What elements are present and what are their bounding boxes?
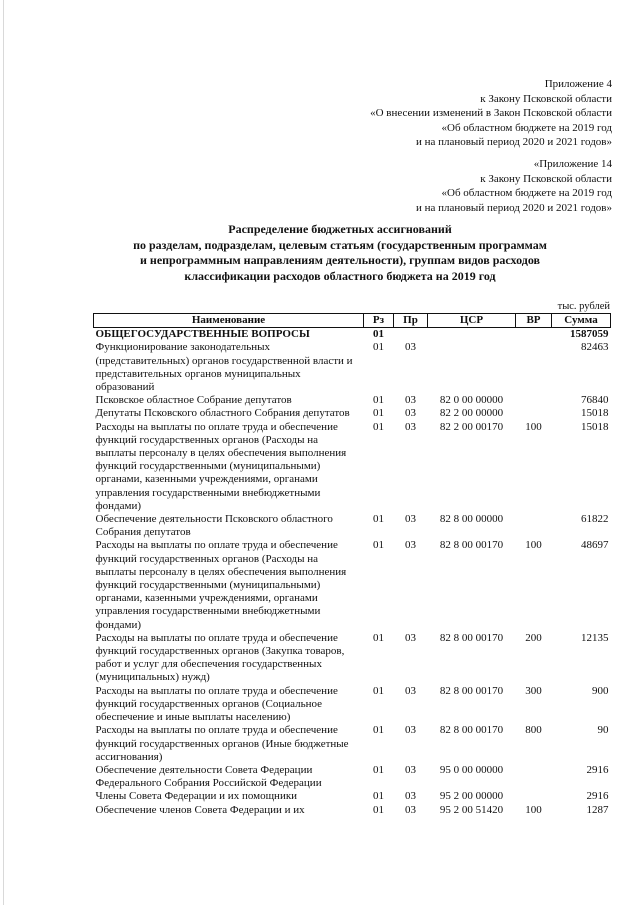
title-line: Распределение бюджетных ассигнований [228,222,452,236]
cell-vr [516,513,552,539]
cell-name: Расходы на выплаты по оплате труда и обеспечение функций государственных органов (Расходы на выплаты персоналу в целях обеспечения выполнения функций государственными (муниципальными) органами, казенными учреждениями, органами управления государственными внебюджетными фондами) [95,420,347,512]
cell-name: Обеспечение деятельности Совета Федерации Федерального Собрания Российской Федерации [95,763,322,790]
cell-rz: 01 [373,631,384,644]
cell-name: Обеспечение членов Совета Федерации и их [95,803,305,816]
table-row [94,632,611,685]
cell-vr [516,341,552,394]
cell-name: Расходы на выплаты по оплате труда и обеспечение функций государственных органов (Закупка товаров, работ и услуг для обеспечения государственных (муниципальных) нужд) [95,631,345,684]
cell-rz: 01 [373,763,384,776]
cell-csr: 82 8 00 00170 [439,539,504,552]
cell-name: Расходы на выплаты по оплате труда и обеспечение функций государственных органов (Иные бюджетные ассигнования) [95,724,349,763]
cell-rz: 01 [373,407,384,420]
cell-csr: 82 2 00 00000 [439,407,504,420]
cell-pr: 03 [405,394,416,407]
cell-vr [516,790,552,803]
cell-pr: 03 [405,803,416,816]
appendix-line: и на плановый период 2020 и 2021 годов» [415,136,612,148]
cell-vr: 800 [525,724,542,737]
title-line: классификации расходов областного бюджета на 2019 год [184,268,496,283]
cell-csr: 82 8 00 00000 [439,513,504,526]
cell-csr: 82 0 00 00000 [439,394,504,407]
header-sum: Сумма [552,314,611,328]
cell-sum: 2916 [586,763,609,776]
cell-sum: 61822 [581,513,609,526]
cell-pr: 03 [405,763,416,776]
cell-csr: 95 0 00 00000 [439,763,504,776]
cell-vr [516,328,552,342]
cell-csr [428,341,516,394]
appendix-line: «Приложение 14 [533,158,612,170]
cell-pr: 03 [405,407,416,420]
cell-rz: 01 [373,394,384,407]
appendix-4-header [370,77,612,150]
cell-rz: 01 [373,684,384,697]
appendix-line: «Об областном бюджете на 2019 год [441,187,612,199]
header-pr: Пр [394,314,428,328]
table-row [94,539,611,631]
table-body [94,328,611,817]
cell-csr: 82 8 00 00170 [439,684,504,697]
cell-csr: 95 2 00 00000 [439,790,504,803]
cell-name: Расходы на выплаты по оплате труда и обеспечение функций государственных органов (Расходы на выплаты персоналу в целях обеспечения выполнения функций государственными (муниципальными) органами, казенными учреждениями, органами управления государственными внебюджетными фондами) [95,539,347,631]
cell-vr [516,764,552,790]
table-header-row [94,314,611,328]
table-row [94,407,611,420]
table-row [94,394,611,407]
cell-vr: 300 [525,684,542,697]
cell-pr [394,328,428,342]
cell-sum: 48697 [581,539,609,552]
cell-name: ОБЩЕГОСУДАРСТВЕННЫЕ ВОПРОСЫ [95,328,310,341]
table-row [94,421,611,513]
cell-rz: 01 [373,513,384,526]
scan-edge [3,0,4,905]
cell-pr: 03 [405,790,416,803]
table-row [94,513,611,539]
cell-vr: 100 [525,420,542,433]
cell-sum: 2916 [586,790,609,803]
cell-rz: 01 [373,420,384,433]
cell-sum: 1587059 [570,328,609,341]
appendix-line: к Закону Псковской области [480,172,612,185]
appendix-line: «О внесении изменений в Закон Псковской области [370,107,612,119]
cell-vr [516,407,552,420]
title-line: и непрограммным направлениям деятельности), группам видов расходов [139,253,541,267]
table-row [94,790,611,803]
cell-rz: 01 [373,803,384,816]
appendix-line: к Закону Псковской области [480,92,612,105]
cell-name: Расходы на выплаты по оплате труда и обеспечение функций государственных органов (Социальное обеспечение и иные выплаты населению) [95,684,338,724]
document-title [95,222,585,284]
header-vr: ВР [516,314,552,328]
cell-rz: 01 [373,790,384,803]
cell-csr: 82 8 00 00170 [439,724,504,737]
cell-vr: 100 [525,803,542,816]
cell-vr: 100 [525,539,542,552]
cell-csr: 82 2 00 00170 [439,420,504,433]
cell-csr [428,328,516,342]
cell-pr: 03 [405,684,416,697]
cell-name: Функционирование законодательных (представительных) органов государственной власти и представительных органов муниципальных образований [95,341,353,394]
table-row [94,341,611,394]
cell-name: Депутаты Псковского областного Собрания депутатов [95,407,350,420]
cell-rz: 01 [373,539,384,552]
cell-sum: 12135 [581,631,609,644]
appendix-line: «Об областном бюджете на 2019 год [441,121,612,134]
cell-pr: 03 [405,724,416,737]
cell-sum: 76840 [581,394,609,407]
unit-label: тыс. рублей [557,301,610,312]
cell-name: Псковское областное Собрание депутатов [95,394,292,407]
cell-sum: 90 [597,724,609,737]
cell-pr: 03 [405,420,416,433]
cell-name: Обеспечение деятельности Псковского областного Собрания депутатов [95,513,333,539]
cell-pr: 03 [405,341,416,354]
budget-table [93,313,611,817]
table-row [94,685,611,725]
table-row [94,804,611,817]
cell-pr: 03 [405,539,416,552]
cell-csr: 82 8 00 00170 [439,631,504,644]
cell-csr: 95 2 00 51420 [439,803,504,816]
cell-sum: 15018 [581,407,609,420]
cell-sum: 1287 [586,803,609,816]
cell-vr [516,394,552,407]
appendix-line: и на плановый период 2020 и 2021 годов» [415,201,612,214]
cell-rz: 01 [373,328,384,341]
table-row [94,764,611,790]
cell-sum: 82463 [581,341,609,354]
cell-sum: 15018 [581,420,609,433]
title-line: по разделам, подразделам, целевым статьям (государственным программам [133,237,547,252]
cell-pr: 03 [405,631,416,644]
cell-rz: 01 [373,724,384,737]
appendix-line: Приложение 4 [544,78,612,90]
table-row [94,328,611,342]
header-rz: Рз [364,314,394,328]
header-name: Наименование [94,314,364,328]
cell-sum: 900 [592,684,609,697]
cell-name: Члены Совета Федерации и их помощники [95,790,298,803]
table-row [94,724,611,764]
cell-vr: 200 [525,631,542,644]
cell-rz: 01 [373,341,384,354]
header-csr: ЦСР [428,314,516,328]
appendix-14-header [416,157,612,215]
cell-pr: 03 [405,513,416,526]
